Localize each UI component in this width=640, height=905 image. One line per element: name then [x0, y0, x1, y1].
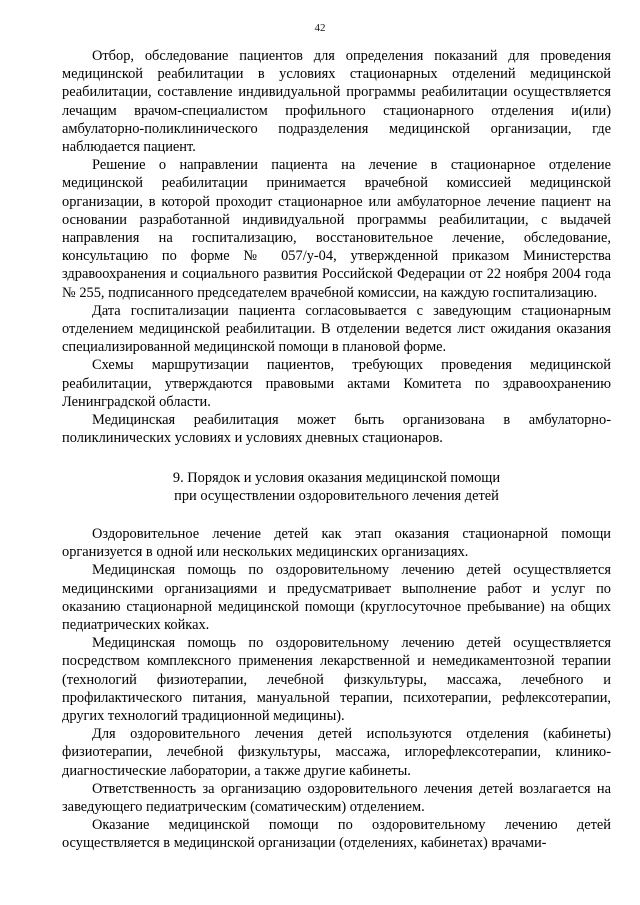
section-heading-line-1: 9. Порядок и условия оказания медицинской помощи: [172, 470, 501, 486]
paragraph: Медицинская помощь по оздоровительному лечению детей осуществляется посредством комплексного применения лекарственной и немедикаментозной терапии (технологий физиотерапии, лечебной физкультуры, массажа, лечебного и профилактического питания, мануальной терапии, психотерапии, рефлексотерапии, других технологий традиционной медицины).: [62, 635, 611, 725]
paragraph: Решение о направлении пациента на лечение в стационарное отделение медицинской реабилитации принимается врачебной комиссией медицинской организации, в которой проходит стационарное или амбулаторное лечение пациент на основании разработанной индивидуальной программы реабилитации, с выдачей направления на госпитализацию, восстановительное лечение, обследование, консультацию по форме № 057/у-04, утвержденной приказом Министерства здравоохранения и социального развития Российской Федерации от 22 ноября 2004 года № 255, подписанного председателем врачебной комиссии, на каждую госпитализацию.: [62, 157, 611, 301]
paragraph: Для оздоровительного лечения детей используются отделения (кабинеты) физиотерапии, лечебной физкультуры, массажа, иглорефлексотерапии, клинико-диагностические лаборатории, а также другие кабинеты.: [62, 726, 611, 779]
paragraph: Медицинская помощь по оздоровительному лечению детей осуществляется медицинскими организациями и предусматривает выполнение работ и услуг по оказанию стационарной медицинской помощи (круглосуточное пребывание) на общих педиатрических койках.: [62, 562, 611, 634]
paragraph: Схемы маршрутизации пациентов, требующих проведения медицинской реабилитации, утверждаются правовыми актами Комитета по здравоохранению Ленинградской области.: [62, 357, 611, 410]
paragraph: Отбор, обследование пациентов для определения показаний для проведения медицинской реабилитации в условиях стационарных отделений медицинской реабилитации, составление индивидуальной программы реабилитации осуществляется лечащим врачом-специалистом профильного стационарного отделения и(или) амбулаторно-поликлинического подразделения медицинской организации, где наблюдается пациент.: [62, 48, 611, 156]
paragraph: Ответственность за организацию оздоровительного лечения детей возлагается на заведующего педиатрическим (соматическим) отделением.: [62, 780, 611, 816]
page-number: 42: [314, 22, 326, 34]
paragraph: Дата госпитализации пациента согласовывается с заведующим стационарным отделением медицинской реабилитации. В отделении ведется лист ожидания оказания специализированной медицинской помощи в плановой форме.: [62, 302, 611, 356]
paragraph: Оказание медицинской помощи по оздоровительному лечению детей осуществляется в медицинской организации (отделениях, кабинетах) врачами-: [62, 817, 611, 852]
paragraph: Медицинская реабилитация может быть организована в амбулаторно-поликлинических условиях и условиях дневных стационаров.: [62, 412, 611, 447]
body-text-block-1: [62, 47, 611, 447]
section-heading: [62, 469, 611, 505]
paragraph: Оздоровительное лечение детей как этап оказания стационарной помощи организуется в одной или нескольких медицинских организациях.: [62, 526, 611, 561]
section-heading-line-2: при осуществлении оздоровительного лечения детей: [174, 488, 499, 505]
body-text-block-2: [62, 525, 611, 853]
